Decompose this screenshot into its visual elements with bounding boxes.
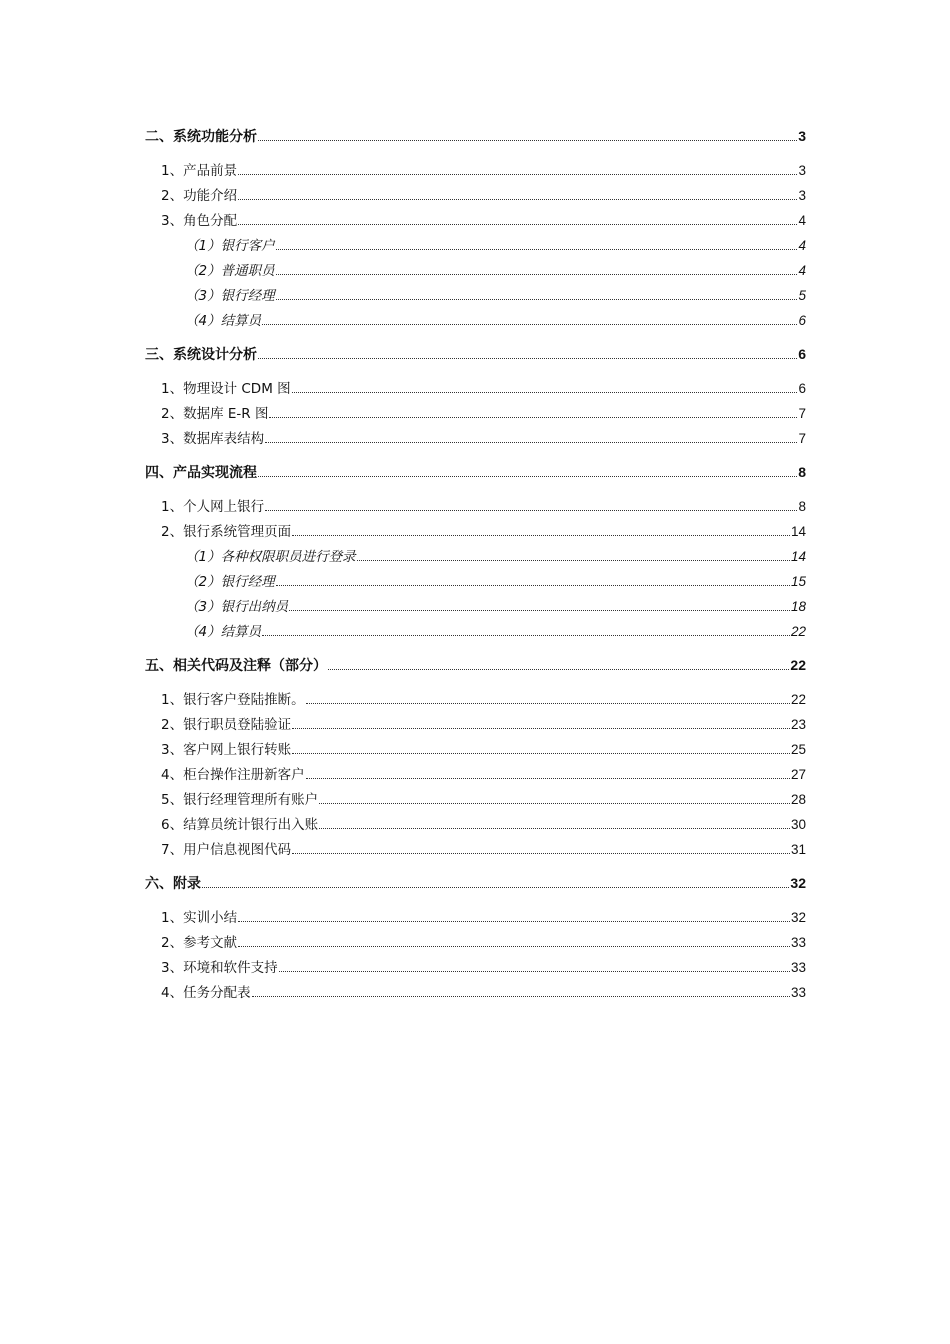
toc-entry-label: （4）结算员 [185, 313, 262, 329]
toc-heading-entry[interactable] [145, 653, 806, 678]
toc-dot-leader [276, 249, 798, 250]
toc-dot-leader [279, 971, 790, 972]
toc-heading-entry[interactable] [145, 460, 806, 485]
toc-page-number: 14 [790, 524, 806, 539]
toc-entry-label: 5、银行经理管理所有账户 [161, 792, 319, 808]
toc-dot-leader [258, 140, 797, 141]
toc-dot-leader [328, 669, 789, 670]
toc-entry-label: 3、环境和软件支持 [161, 960, 278, 976]
toc-entry[interactable] [145, 401, 806, 426]
toc-page-number: 18 [790, 599, 806, 614]
toc-page-number: 22 [790, 692, 806, 707]
toc-entry-label: 1、个人网上银行 [161, 499, 265, 515]
toc-page-number: 4 [798, 263, 806, 278]
toc-page-number: 6 [798, 313, 806, 328]
toc-page-number: 22 [790, 657, 806, 673]
toc-dot-leader [238, 224, 797, 225]
toc-entry[interactable] [145, 158, 806, 183]
toc-dot-leader [292, 753, 790, 754]
toc-dot-leader [265, 442, 797, 443]
toc-page-number: 3 [798, 188, 806, 203]
toc-entry-label: 7、用户信息视图代码 [161, 842, 292, 858]
toc-entry-label: 6、结算员统计银行出入账 [161, 817, 319, 833]
toc-entry-label: 三、系统设计分析 [145, 347, 257, 363]
toc-entry-label: 六、附录 [145, 876, 201, 892]
toc-dot-leader [292, 853, 790, 854]
toc-entry[interactable] [145, 426, 806, 451]
toc-entry-label: （3）银行出纳员 [185, 599, 289, 615]
toc-dot-leader [252, 996, 790, 997]
toc-dot-leader [202, 887, 789, 888]
toc-page-number: 27 [790, 767, 806, 782]
toc-dot-leader [269, 417, 797, 418]
toc-entry-label: （2）普通职员 [185, 263, 275, 279]
toc-entry-label: 4、柜台操作注册新客户 [161, 767, 305, 783]
toc-entry[interactable] [145, 687, 806, 712]
toc-entry-label: 五、相关代码及注释（部分） [145, 658, 327, 674]
toc-entry-label: 4、任务分配表 [161, 985, 251, 1001]
toc-entry[interactable] [145, 712, 806, 737]
toc-entry-label: 1、产品前景 [161, 163, 238, 179]
toc-page-number: 33 [790, 985, 806, 1000]
toc-dot-leader [258, 358, 797, 359]
section-gap [145, 644, 806, 653]
toc-subentry[interactable] [145, 569, 806, 594]
toc-entry[interactable] [145, 494, 806, 519]
toc-page-number: 33 [790, 960, 806, 975]
section-gap [145, 862, 806, 871]
toc-dot-leader [289, 610, 790, 611]
toc-dot-leader [319, 828, 790, 829]
toc-dot-leader [265, 510, 797, 511]
toc-page-number: 7 [798, 406, 806, 421]
toc-subentry[interactable] [145, 544, 806, 569]
toc-dot-leader [258, 476, 797, 477]
toc-entry-label: 1、实训小结 [161, 910, 238, 926]
toc-entry-label: 3、数据库表结构 [161, 431, 265, 447]
toc-dot-leader [319, 803, 790, 804]
toc-dot-leader [238, 921, 790, 922]
toc-page-number: 6 [798, 381, 806, 396]
toc-entry-label: （1）银行客户 [185, 238, 275, 254]
toc-dot-leader [262, 635, 790, 636]
toc-entry-label: 2、银行职员登陆验证 [161, 717, 292, 733]
toc-dot-leader [276, 274, 798, 275]
toc-dot-leader [357, 560, 790, 561]
toc-dot-leader [238, 174, 797, 175]
toc-page-number: 3 [798, 128, 806, 144]
toc-entry-label: 四、产品实现流程 [145, 465, 257, 481]
toc-dot-leader [306, 703, 790, 704]
toc-page-number: 8 [798, 464, 806, 480]
toc-entry-label: 1、物理设计 CDM 图 [161, 381, 291, 397]
toc-page-number: 32 [790, 910, 806, 925]
toc-page-number: 4 [798, 213, 806, 228]
section-gap [145, 451, 806, 460]
toc-entry-label: （1）各种权限职员进行登录 [185, 549, 356, 565]
toc-page-number: 25 [790, 742, 806, 757]
table-of-contents [145, 124, 806, 1005]
toc-page-number: 23 [790, 717, 806, 732]
toc-entry[interactable] [145, 837, 806, 862]
toc-entry-label: （4）结算员 [185, 624, 262, 640]
toc-page-number: 32 [790, 875, 806, 891]
toc-entry-label: 2、银行系统管理页面 [161, 524, 292, 540]
toc-page-number: 8 [798, 499, 806, 514]
toc-entry[interactable] [145, 376, 806, 401]
toc-dot-leader [238, 199, 797, 200]
toc-subentry[interactable] [145, 258, 806, 283]
section-gap [145, 333, 806, 342]
toc-entry[interactable] [145, 812, 806, 837]
toc-entry[interactable] [145, 737, 806, 762]
toc-entry-label: 1、银行客户登陆推断。 [161, 692, 305, 708]
toc-entry[interactable] [145, 208, 806, 233]
toc-dot-leader [306, 778, 790, 779]
toc-entry-label: 二、系统功能分析 [145, 129, 257, 145]
toc-subentry[interactable] [145, 308, 806, 333]
toc-subentry[interactable] [145, 594, 806, 619]
toc-entry[interactable] [145, 183, 806, 208]
toc-entry-label: （2）银行经理 [185, 574, 275, 590]
toc-page-number: 4 [798, 238, 806, 253]
toc-entry[interactable] [145, 762, 806, 787]
toc-entry-label: 2、数据库 E-R 图 [161, 406, 269, 422]
toc-entry-label: 2、功能介绍 [161, 188, 238, 204]
toc-heading-entry[interactable] [145, 124, 806, 149]
toc-entry[interactable] [145, 980, 806, 1005]
toc-page-number: 14 [790, 549, 806, 564]
toc-page-number: 33 [790, 935, 806, 950]
toc-heading-entry[interactable] [145, 342, 806, 367]
toc-page-number: 6 [798, 346, 806, 362]
toc-dot-leader [276, 585, 790, 586]
toc-page-number: 3 [798, 163, 806, 178]
toc-entry-label: 3、客户网上银行转账 [161, 742, 292, 758]
toc-page-number: 5 [798, 288, 806, 303]
toc-page-number: 15 [790, 574, 806, 589]
toc-entry[interactable] [145, 905, 806, 930]
toc-entry[interactable] [145, 519, 806, 544]
toc-dot-leader [276, 299, 798, 300]
toc-dot-leader [292, 392, 798, 393]
toc-dot-leader [292, 728, 790, 729]
toc-page-number: 30 [790, 817, 806, 832]
toc-page-number: 22 [790, 624, 806, 639]
toc-dot-leader [262, 324, 797, 325]
toc-entry-label: 3、角色分配 [161, 213, 238, 229]
toc-subentry[interactable] [145, 233, 806, 258]
toc-entry[interactable] [145, 787, 806, 812]
toc-page-number: 7 [798, 431, 806, 446]
toc-entry-label: 2、参考文献 [161, 935, 238, 951]
toc-page-number: 28 [790, 792, 806, 807]
toc-entry-label: （3）银行经理 [185, 288, 275, 304]
toc-dot-leader [292, 535, 790, 536]
toc-subentry[interactable] [145, 619, 806, 644]
toc-entry[interactable] [145, 930, 806, 955]
toc-entry[interactable] [145, 955, 806, 980]
toc-subentry[interactable] [145, 283, 806, 308]
toc-heading-entry[interactable] [145, 871, 806, 896]
toc-page-number: 31 [790, 842, 806, 857]
toc-dot-leader [238, 946, 790, 947]
